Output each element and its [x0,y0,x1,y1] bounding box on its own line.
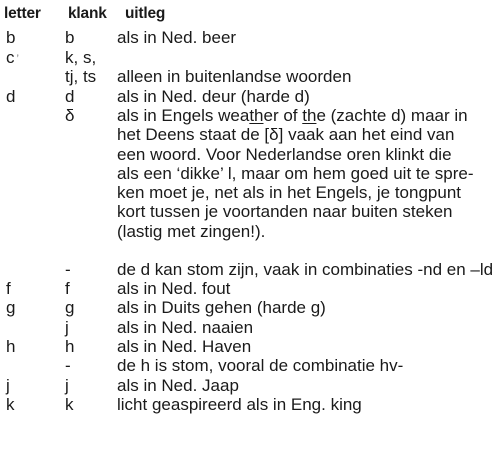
uitleg-line: als in Ned. naaien [117,318,254,337]
uitleg-cell [117,260,499,279]
klank-cell: g [65,298,75,317]
uitleg-cell [117,318,499,337]
uitleg-line: ken moet je, net als in het Engels, je tongpunt [117,183,462,203]
uitleg-line: als in Ned. deur (harde d) [117,87,310,106]
letter-cell [6,48,19,69]
letter-cell [6,87,15,106]
uitleg-text: er of [263,106,303,125]
uitleg-cell [117,106,499,241]
letter-text: b [6,28,16,47]
letter-text: g [6,298,16,317]
letter-text: c [6,48,15,67]
klank-cell: k [65,395,74,414]
uitleg-line: (lastig met zingen!). [117,221,266,241]
letter-text: k [6,395,15,414]
uitleg-cell [117,395,499,414]
uitleg-line: als in Ned. fout [117,279,231,298]
letter-cell [6,376,10,395]
uitleg-line: kort tussen je voortanden naar buiten steken [117,202,453,222]
header-letter: letter [4,5,41,22]
uitleg-line: alleen in buitenlandse woorden [117,67,352,86]
uitleg-line: een woord. Voor Nederlandse oren klinkt die [117,144,452,164]
klank-cell: k, s, [65,48,97,67]
header-klank: klank [68,5,107,22]
uitleg-cell [117,376,499,395]
underlined-th: th [302,106,317,125]
letter-text: f [6,279,11,298]
letter-cell [6,395,15,414]
klank-cell: d [65,87,75,106]
uitleg-line: licht geaspireerd als in Eng. king [117,395,362,414]
uitleg-line: de h is stom, vooral de combinatie hv- [117,356,404,375]
uitleg-line: de d kan stom zijn, vaak in combinaties -nd en –ld [117,260,494,279]
uitleg-cell [117,337,499,356]
uitleg-text: e (zachte d) maar in [316,106,468,125]
letter-text: h [6,337,16,356]
header-uitleg: uitleg [125,5,166,22]
klank-cell: h [65,337,75,356]
stray-mark: ’ [16,53,19,65]
uitleg-cell [117,298,499,317]
letter-text: d [6,87,16,106]
uitleg-cell [117,356,499,375]
letter-cell [6,337,15,356]
klank-cell: f [65,279,70,298]
uitleg-line: als in Duits gehen (harde g) [117,298,326,317]
klank-cell: δ [65,106,75,125]
uitleg-cell [117,67,499,86]
uitleg-line: als een ‘dikke’ l, maar om hem goed uit te spre- [117,163,474,183]
klank-cell: b [65,28,75,47]
uitleg-line: als in Ned. beer [117,28,237,47]
klank-cell: tj, ts [65,67,97,86]
uitleg-cell [117,87,499,106]
uitleg-text: als in Engels wea [117,106,250,125]
uitleg-cell [117,279,499,298]
uitleg-line [117,106,499,125]
underlined-th: th [249,106,264,125]
klank-cell: j [65,318,69,337]
uitleg-cell [117,28,499,47]
letter-text: j [6,376,10,395]
uitleg-line: het Deens staat de [δ] vaak aan het eind van [117,125,455,145]
klank-cell: - [65,356,71,375]
letter-cell [6,279,11,298]
klank-cell: - [65,260,71,279]
uitleg-line: als in Ned. Haven [117,337,252,356]
letter-cell [6,298,15,317]
letter-cell [6,28,15,47]
klank-cell: j [65,376,69,395]
uitleg-line: als in Ned. Jaap [117,376,239,395]
